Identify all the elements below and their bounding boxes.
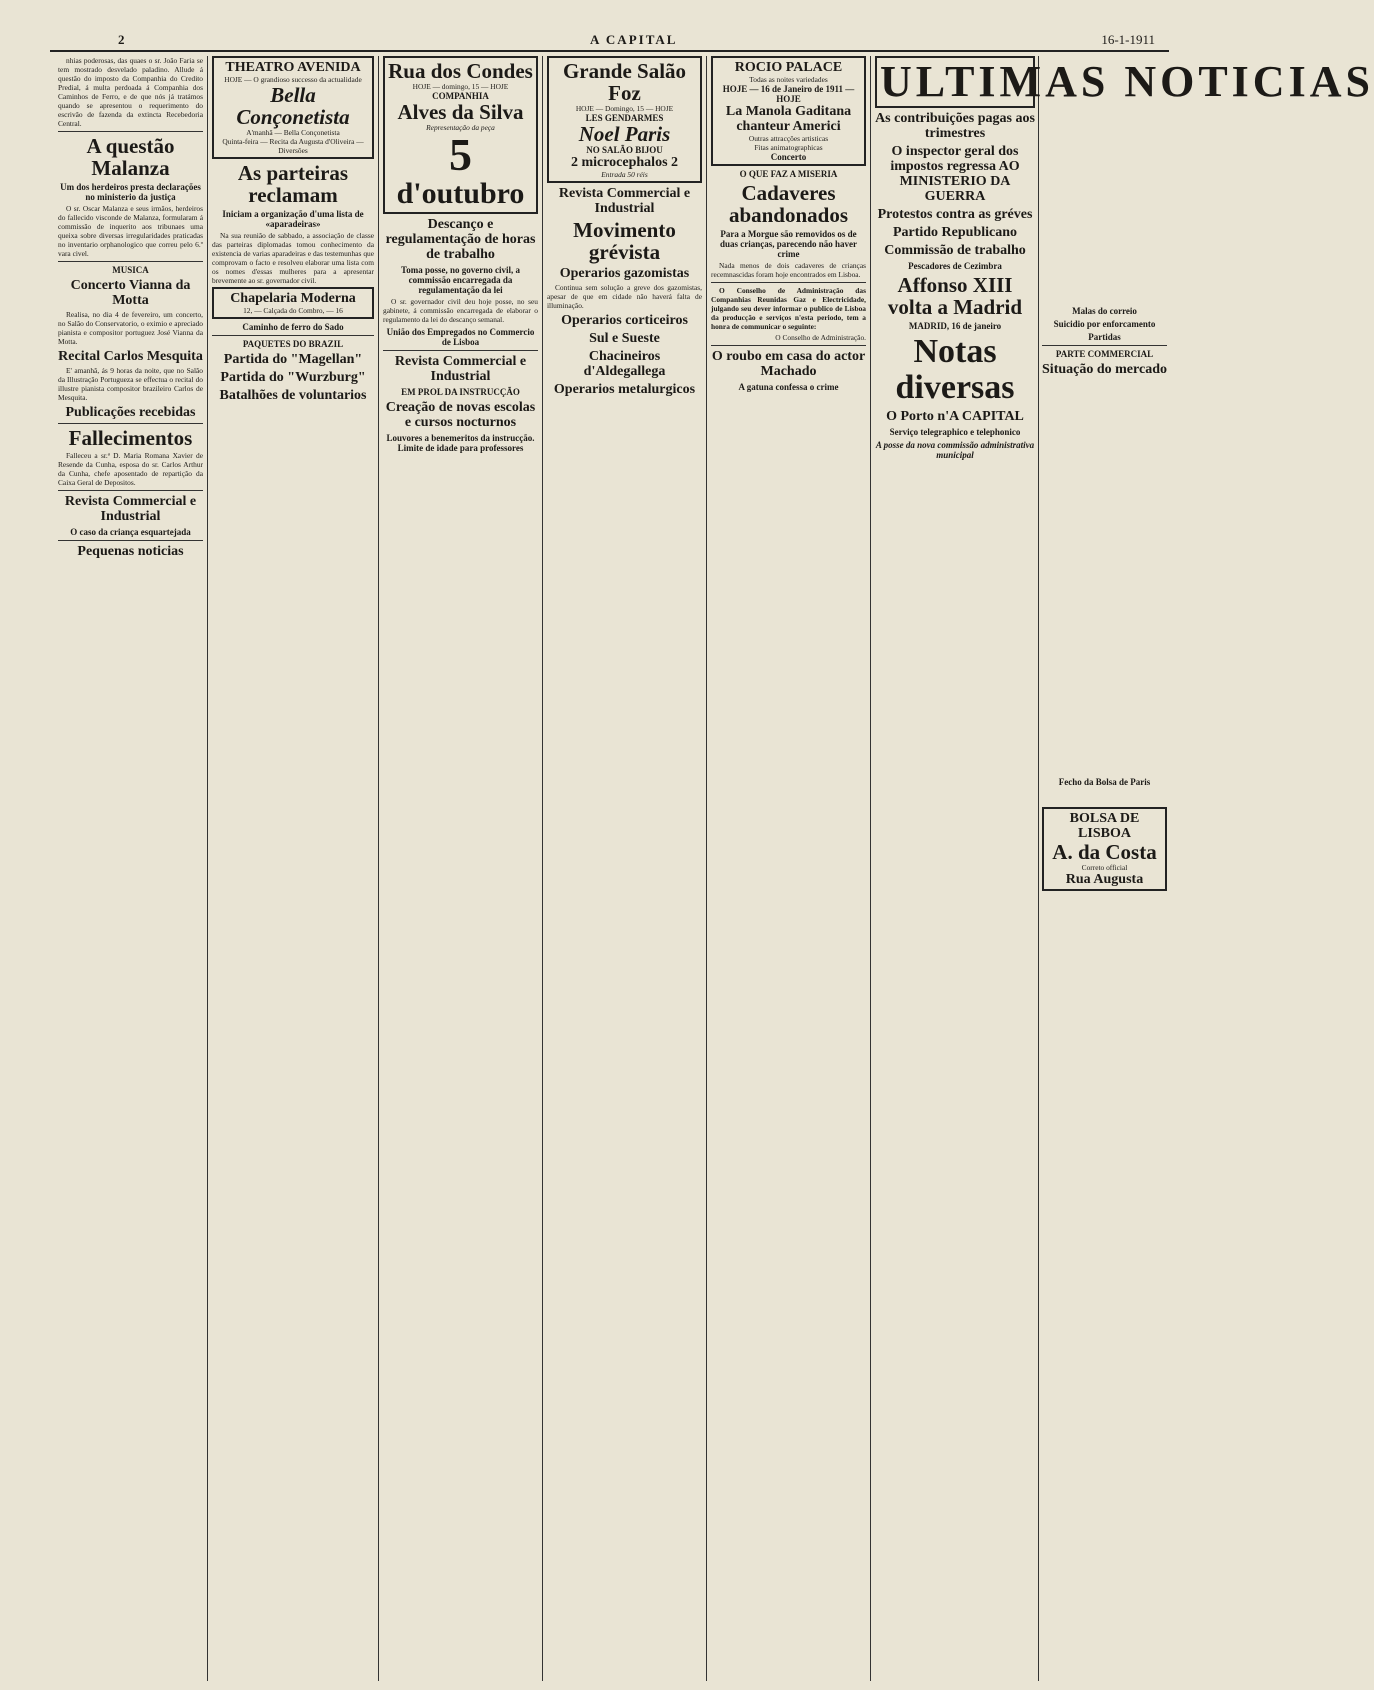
headline-gazometro: Operarios gazomistas <box>559 266 690 281</box>
article-concerto: Realisa, no dia 4 de fevereiro, um concerto, no Salão do Conservatorio, o eximio e apreciado pianista e compositor portuguez José Vianna da Motta. <box>58 310 203 346</box>
column-7 <box>1042 56 1167 1681</box>
headline-uniao: União dos Empregados no Commercio de Lisboa <box>386 327 535 347</box>
ad-line: HOJE — O grandioso successo da actualidade <box>224 75 362 84</box>
ad-line: COMPANHIA <box>432 91 489 101</box>
section-miseria: O QUE FAZ A MISERIA <box>739 169 838 179</box>
section-musica: MUSICA <box>112 265 149 275</box>
subhead-commissao: Pescadores de Cezimbra <box>908 261 1002 271</box>
headline-caminho: Caminho de ferro do Sado <box>242 322 344 332</box>
ad-title: ROCIO PALACE <box>734 60 843 75</box>
headline-affonso: Affonso XIII volta a Madrid <box>887 273 1023 319</box>
column-rule <box>1038 56 1039 1681</box>
ad-chapelaria <box>212 287 374 319</box>
section-instrucao: EM PROL DA INSTRUCÇÃO <box>401 387 520 397</box>
ad-line: HOJE — 16 de Janeiro de 1911 — HOJE <box>722 84 855 104</box>
headline-suicidio: Suicidio por enforcamento <box>1053 319 1156 329</box>
masthead <box>50 30 1169 52</box>
column-5 <box>711 56 866 1681</box>
article-intro: nhias poderosas, das quaes o sr. João Faria se tem mostrado desvelado paladino. Allude á questão do imposto da Companhia do Credito Predial, á multa perdoada á Companhia dos Caminhos de Ferro, e de que nós já tratámos quando se apresentou o requerimento do escrivão de fazenda da extincta Recebedoria Central. <box>58 56 203 128</box>
headline-movimento: Movimento grévista <box>573 218 676 264</box>
ad-play: Noel Paris <box>578 122 671 146</box>
ad-play: d'outubro <box>396 177 525 210</box>
headline-wurzburg: Partida do "Wurzburg" <box>220 370 366 385</box>
headline-sul: Sul e Sueste <box>589 331 660 346</box>
section-parte: PARTE COMMERCIAL <box>1055 349 1154 359</box>
headline-recital: Recital Carlos Mesquita <box>58 349 203 364</box>
headline-crianca: O caso da criança esquartejada <box>70 527 191 537</box>
headline-malanza: A questão Malanza <box>86 134 175 180</box>
article-cadaveres: Nada menos de dois cadaveres de crianças recemnascidas foram hoje encontrados em Lisboa. <box>711 261 866 279</box>
column-rule <box>207 56 208 1681</box>
subhead-parteiras: Iniciam a organização d'uma lista de «aparadeiras» <box>222 209 364 229</box>
ad-line: Fitas animatographicas <box>754 143 823 152</box>
headline-revista: Revista Commercial e Industrial <box>394 354 527 384</box>
ad-line: Todas as noites variedades <box>749 75 828 84</box>
headline-magellan: Partida do "Magellan" <box>223 352 363 367</box>
ad-salao-foz <box>547 56 702 183</box>
ad-name: A. da Costa <box>1052 840 1157 864</box>
headline-protestos: Protestos contra as gréves <box>877 207 1033 222</box>
headline-fallecimentos: Fallecimentos <box>68 426 193 450</box>
article-gazometro: Continua sem solução a greve dos gazomistas, apesar de que em cidade não haverá falta de illuminação. <box>547 283 702 310</box>
subhead-affonso: MADRID, 16 de janeiro <box>908 321 1002 331</box>
ad-title: Grande Salão Foz <box>562 59 687 105</box>
headline-commissao: Commissão de trabalho <box>884 243 1026 258</box>
headline-notas: Notas diversas <box>895 333 1015 406</box>
headline-pequenas: Pequenas noticias <box>77 544 184 559</box>
headline-metalurgicos: Operarios metalurgicos <box>553 382 696 397</box>
ad-company: Alves da Silva <box>397 100 524 124</box>
ad-line: 2 microcephalos 2 <box>570 155 679 170</box>
headline-partidas: Partidas <box>1088 332 1121 342</box>
ad-line: Representação da peça <box>426 123 495 132</box>
headline-partido: Partido Republicano <box>892 225 1018 240</box>
headline-escolas: Creação de novas escolas e cursos nocturnos <box>385 400 536 430</box>
headline-roubo: O roubo em casa do actor Machado <box>711 349 866 379</box>
subhead-malanza: Um dos herdeiros presta declarações no ministerio da justiça <box>60 182 201 202</box>
headline-corticeiros: Operarios corticeiros <box>561 313 688 328</box>
headline-publicacoes: Publicações recebidas <box>65 405 196 420</box>
article-malanza: O sr. Oscar Malanza e seus irmãos, herdeiros do fallecido visconde de Malanza, formularam á commissão de inquerito aos tribunaes uma queixa sobre diversas irregularidades praticadas no inventario orphanologico que correu pelo 6.º vara civel. <box>58 204 203 258</box>
article-parteiras: Na sua reunião de sabbado, a associação de classe das parteiras diplomadas tomou conhecimento da existencia de varias aparadeiras e das testemunhas que comprovam o facto e resolveu elaborar uma lista com os nomes d'essas mulheres para a apresentar brevemente ao sr. governador civil. <box>212 231 374 285</box>
headline-descanso: Descanço e regulamentação de horas de trabalho <box>385 217 536 262</box>
ad-title: BOLSA DE LISBOA <box>1069 811 1140 841</box>
ad-line: Entrada 50 réis <box>601 170 648 179</box>
ad-bolsa <box>1042 807 1167 891</box>
headline-contrib: As contribuições pagas aos trimestres <box>875 111 1035 141</box>
subhead-escolas: Louvores a benemeritos da instrucção. Limite de idade para professores <box>386 433 535 453</box>
ad-rua-dos-condes <box>383 56 538 214</box>
subhead-cadaveres: Para a Morgue são removidos os de duas crianças, parecendo não haver crime <box>719 229 858 259</box>
column-rule <box>542 56 543 1681</box>
headline-situacao: Situação do mercado <box>1042 362 1167 377</box>
article-recital: E' amanhã, ás 9 horas da noite, que no Salão da Illustração Portugueza se effectua o recital do illustre pianista compositor brazileiro Carlos de Mesquita. <box>58 366 203 402</box>
ad-theatro-avenida <box>212 56 374 159</box>
subhead-porto: Serviço telegraphico e telephonico <box>889 427 1021 437</box>
headline-posse: A posse da nova commissão administrativa municipal <box>875 440 1035 460</box>
column-rule <box>870 56 871 1681</box>
column-3 <box>383 56 538 1681</box>
page-number: 2 <box>118 32 125 47</box>
headline-inspector: O inspector geral dos impostos regressa AO MINISTERIO DA GUERRA <box>890 144 1020 204</box>
ad-act: chanteur Americi <box>736 119 841 134</box>
section-ultimas: ULTIMAS NOTICIAS <box>875 56 1035 108</box>
column-1 <box>58 56 203 1681</box>
headline-concerto: Concerto Vianna da Motta <box>70 278 191 308</box>
ad-line: Correto official <box>1081 863 1128 872</box>
subhead-roubo: A gatuna confessa o crime <box>738 382 839 392</box>
column-rule <box>706 56 707 1681</box>
headline-fecho: Fecho da Bolsa de Paris <box>1058 777 1151 787</box>
section-paquetes: PAQUETES DO BRAZIL <box>242 339 344 349</box>
ad-play-number: 5 <box>449 129 472 180</box>
ad-line: A'manhã — Bella Conçonetista <box>246 128 340 137</box>
column-rule <box>378 56 379 1681</box>
headline-malas: Malas do correio <box>1072 306 1137 316</box>
column-4 <box>547 56 702 1681</box>
headline-parteiras: As parteiras reclamam <box>237 161 349 207</box>
notice-conselho: O Conselho de Administração das Companhias Reunidas Gaz e Electricidade, julgando seu dever informar o publico de Lisboa da producção e serviços n'esta periodo, tem a honra de communicar o seguinte: <box>711 286 866 331</box>
headline-revista: Revista Commercial e Industrial <box>64 494 197 524</box>
ad-act: La Manola Gaditana <box>725 104 852 119</box>
ad-title: Chapelaria Moderna <box>230 291 356 306</box>
issue-date: 16-1-1911 <box>1101 32 1155 47</box>
ad-line: Concerto <box>770 152 807 162</box>
notice-signature: O Conselho de Administração. <box>775 333 866 342</box>
headline-chaceiros: Chacineiros d'Aldegallega <box>583 349 666 379</box>
headline-revista: Revista Commercial e Industrial <box>558 186 691 216</box>
ad-title: THEATRO AVENIDA <box>225 60 361 75</box>
ad-play: Bella Conçonetista <box>236 83 350 129</box>
ad-title: Rua dos Condes <box>388 59 533 83</box>
column-2 <box>212 56 374 1681</box>
headline-cadaveres: Cadaveres abandonados <box>728 181 849 227</box>
ad-line: Rua Augusta <box>1065 872 1144 887</box>
ad-line: HOJE — Domingo, 15 — HOJE <box>575 104 674 113</box>
ad-rocio-palace <box>711 56 866 166</box>
article-fallecimentos: Falleceu a sr.ª D. Maria Romana Xavier de Resende da Cunha, esposa do sr. Carlos Arthur da Cunha, chefe aposentado de repartição da Caixa Geral de Depositos. <box>58 451 203 487</box>
ad-line: NO SALÃO BIJOU <box>586 145 663 155</box>
ad-line: Quinta-feira — Recita da Augusta d'Oliveira — Diversões <box>222 137 364 155</box>
headline-batalhoes: Batalhões de voluntarios <box>219 388 367 403</box>
headline-porto: O Porto n'A CAPITAL <box>886 409 1024 424</box>
ad-line: HOJE — domingo, 15 — HOJE <box>412 82 509 91</box>
ad-line: Outras attracções artisticas <box>748 134 829 143</box>
subhead-descanso: Toma posse, no governo civil, a commissão encarregada da regulamentação da lei <box>401 265 520 295</box>
article-descanso: O sr. governador civil deu hoje posse, no seu gabinete, á commissão encarregada de elaborar o regulamento da lei do descanço semanal. <box>383 297 538 324</box>
ad-line: LES GENDARMES <box>585 113 664 123</box>
ad-line: 12, — Calçada do Combro, — 16 <box>243 306 343 315</box>
paper-name: A CAPITAL <box>590 32 678 47</box>
